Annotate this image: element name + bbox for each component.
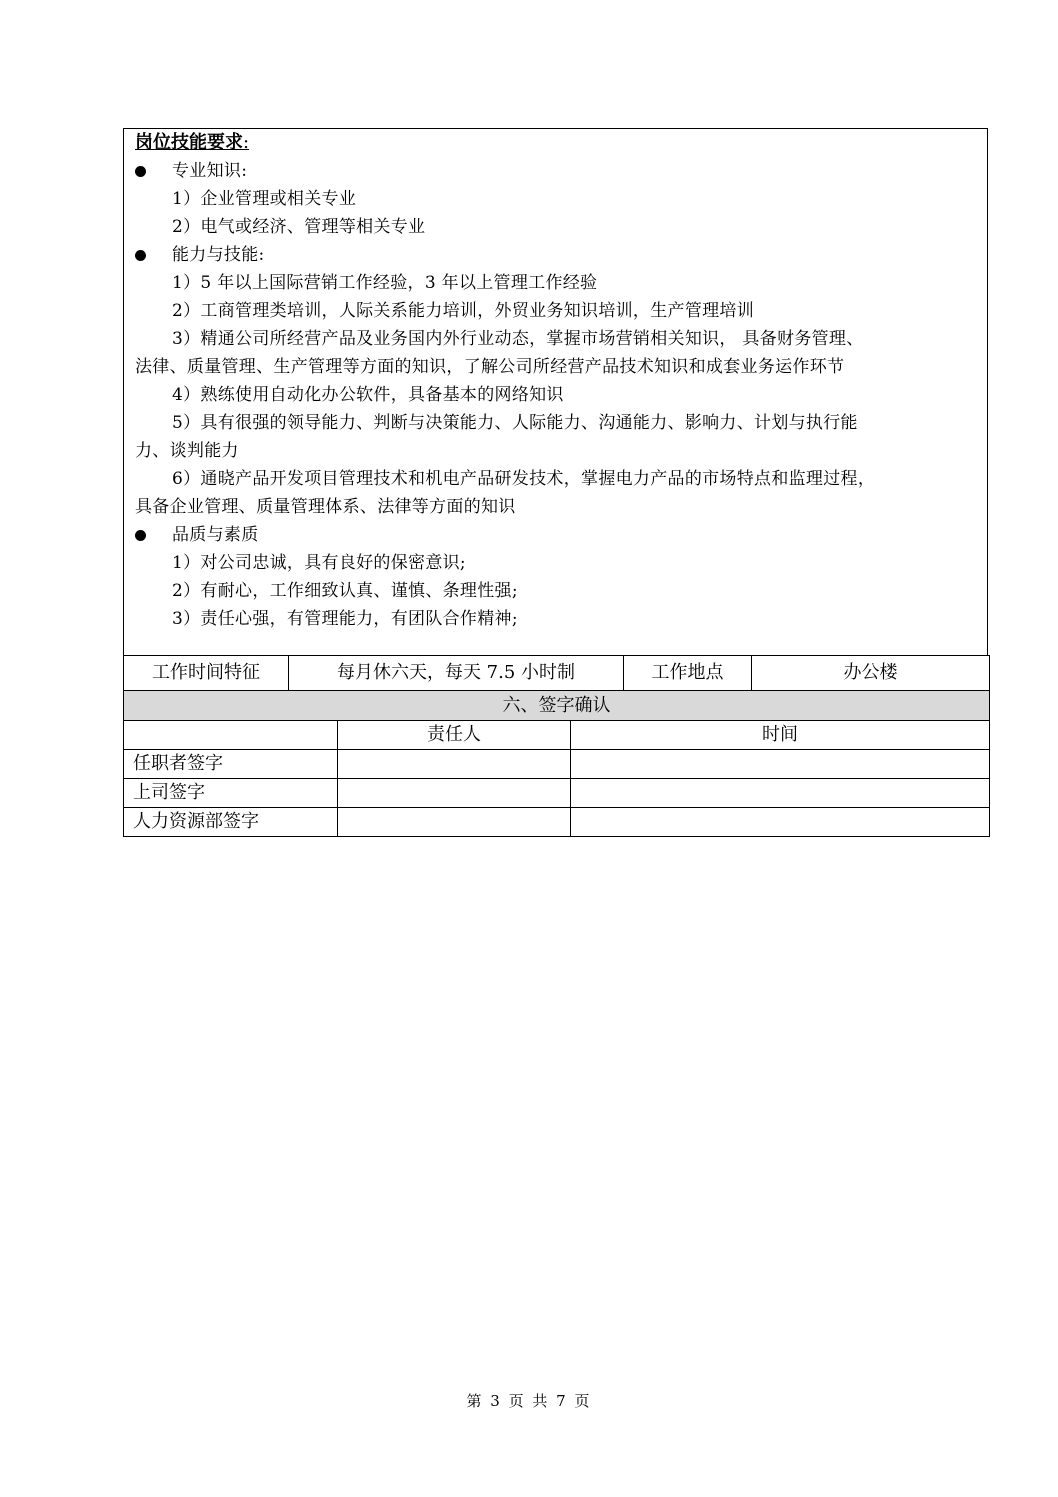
signature-section-title: 六、签字确认 — [124, 691, 990, 721]
signature-person-cell[interactable] — [338, 808, 571, 837]
signature-time-cell[interactable] — [571, 808, 990, 837]
table-row — [124, 779, 990, 808]
skills-requirements-box — [123, 128, 988, 656]
work-location-label: 工作地点 — [624, 656, 752, 691]
skills-title-text: 岗位技能要求 — [135, 132, 243, 153]
column-header-person: 责任人 — [338, 721, 571, 750]
skill-line: 5）具有很强的领导能力、判断与决策能力、人际能力、沟通能力、影响力、计划与执行能 — [172, 413, 858, 433]
column-header-time: 时间 — [571, 721, 990, 750]
skill-line: 具备企业管理、质量管理体系、法律等方面的知识 — [135, 497, 516, 517]
signature-table — [123, 690, 990, 837]
work-time-value: 每月休六天，每天 7.5 小时制 — [289, 656, 624, 691]
skill-line: 3）责任心强，有管理能力，有团队合作精神; — [172, 609, 518, 629]
signature-person-cell[interactable] — [338, 779, 571, 808]
table-row — [124, 808, 990, 837]
page-number: 第 3 页 共 7 页 — [466, 1392, 592, 1410]
section-heading-professional: 专业知识: — [172, 161, 248, 181]
header-empty-cell — [124, 721, 338, 750]
bullet-icon — [135, 166, 146, 177]
work-info-table — [123, 655, 990, 691]
skill-line: 4）熟练使用自动化办公软件，具备基本的网络知识 — [172, 385, 564, 405]
skill-line: 2）电气或经济、管理等相关专业 — [172, 217, 426, 237]
bullet-icon — [135, 250, 146, 261]
section-heading-quality: 品质与素质 — [172, 525, 259, 545]
skills-title — [135, 131, 249, 155]
row-label-employee: 任职者签字 — [124, 750, 338, 779]
skill-line: 3）精通公司所经营产品及业务国内外行业动态，掌握市场营销相关知识， 具备财务管理、 — [172, 329, 864, 349]
skill-line: 2）有耐心，工作细致认真、谨慎、条理性强; — [172, 581, 518, 601]
skill-line: 1）企业管理或相关专业 — [172, 189, 357, 209]
skill-line: 力、谈判能力 — [135, 441, 239, 461]
row-label-supervisor: 上司签字 — [124, 779, 338, 808]
skill-line: 1）对公司忠诚，具有良好的保密意识; — [172, 553, 466, 573]
skill-line: 6）通晓产品开发项目管理技术和机电产品研发技术，掌握电力产品的市场特点和监理过程， — [172, 469, 876, 489]
skill-line: 1）5 年以上国际营销工作经验，3 年以上管理工作经验 — [172, 273, 598, 293]
work-time-label: 工作时间特征 — [124, 656, 289, 691]
bullet-icon — [135, 530, 146, 541]
table-row — [124, 750, 990, 779]
signature-person-cell[interactable] — [338, 750, 571, 779]
skills-title-colon: : — [243, 132, 250, 153]
section-heading-ability: 能力与技能: — [172, 245, 265, 265]
work-location-value: 办公楼 — [752, 656, 990, 691]
row-label-hr: 人力资源部签字 — [124, 808, 338, 837]
signature-time-cell[interactable] — [571, 779, 990, 808]
skill-line: 2）工商管理类培训，人际关系能力培训，外贸业务知识培训，生产管理培训 — [172, 301, 755, 321]
signature-time-cell[interactable] — [571, 750, 990, 779]
skill-line: 法律、质量管理、生产管理等方面的知识，了解公司所经营产品技术知识和成套业务运作环节 — [135, 357, 845, 377]
